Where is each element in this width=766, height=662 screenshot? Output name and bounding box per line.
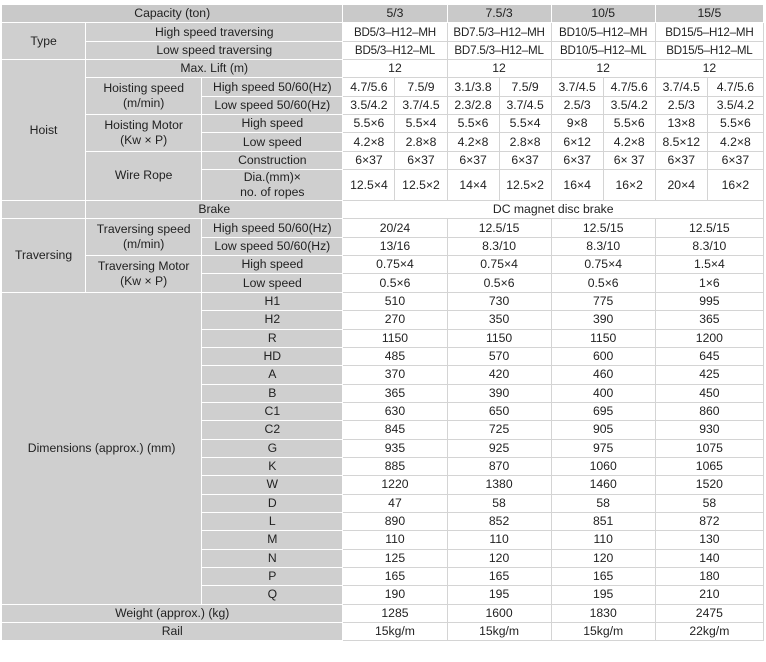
hoisting-speed-low-value: 3.7/4.5	[395, 96, 447, 114]
hoisting-speed-high-label: High speed 50/60(Hz)	[202, 78, 343, 96]
weight-row	[2, 604, 764, 622]
hoisting-motor-high-value: 9×8	[551, 115, 603, 133]
dia-value: 12.5×4	[343, 170, 395, 201]
traversing-motor-low-value: 0.5×6	[343, 274, 447, 292]
dimension-name: N	[202, 549, 343, 567]
dia-label	[202, 170, 343, 201]
rail-value: 15kg/m	[447, 623, 551, 641]
traversing-motor-high-value: 0.75×4	[447, 256, 551, 274]
hoisting-motor-high-label: High speed	[202, 115, 343, 133]
hoisting-motor-high-value: 5.5×6	[603, 115, 655, 133]
dimension-value: 872	[655, 512, 763, 530]
dimension-name: G	[202, 439, 343, 457]
type-high-value: BD7.5/3–H12–MH	[447, 23, 551, 41]
dimension-value: 47	[343, 494, 447, 512]
type-label: Type	[2, 23, 86, 60]
dimension-value: 1150	[343, 329, 447, 347]
hoisting-motor-high-value: 5.5×6	[707, 115, 763, 133]
dia-value: 12.5×2	[395, 170, 447, 201]
traversing-speed-high-value: 20/24	[343, 219, 447, 237]
dimension-value: 935	[343, 439, 447, 457]
dimension-name: C2	[202, 421, 343, 439]
dimension-value: 925	[447, 439, 551, 457]
construction-value: 6×37	[551, 151, 603, 169]
dimension-value: 1220	[343, 476, 447, 494]
hoisting-motor-low-value: 4.2×8	[603, 133, 655, 151]
construction-value: 6×37	[655, 151, 707, 169]
max-lift-value: 12	[447, 60, 551, 78]
hoisting-speed-low-value: 3.5/4.2	[603, 96, 655, 114]
dimension-name: HD	[202, 347, 343, 365]
hoisting-motor-low-value: 4.2×8	[343, 133, 395, 151]
dimension-name: D	[202, 494, 343, 512]
dimension-value: 58	[551, 494, 655, 512]
construction-value: 6×37	[499, 151, 551, 169]
dimension-value: 650	[447, 402, 551, 420]
capacity-value: 7.5/3	[447, 5, 551, 23]
traversing-speed-label	[86, 219, 202, 256]
dimension-value: 370	[343, 366, 447, 384]
construction-label: Construction	[202, 151, 343, 169]
construction-value: 6×37	[447, 151, 499, 169]
hoisting-speed-low-value: 2.5/3	[655, 96, 707, 114]
hoisting-speed-low-value: 2.5/3	[551, 96, 603, 114]
dimension-value: 165	[551, 567, 655, 585]
dia-value: 16×2	[603, 170, 655, 201]
hoisting-motor-high-value: 13×8	[655, 115, 707, 133]
max-lift-row	[2, 60, 764, 78]
capacity-value: 15/5	[655, 5, 763, 23]
dimension-value: 120	[447, 549, 551, 567]
hoisting-speed-low-label: Low speed 50/60(Hz)	[202, 96, 343, 114]
dimensions-section	[2, 292, 764, 604]
dimension-row	[2, 292, 764, 310]
dimension-value: 190	[343, 586, 447, 604]
hoisting-motor-low-value: 8.5×12	[655, 133, 707, 151]
dimension-value: 852	[447, 512, 551, 530]
dimension-value: 600	[551, 347, 655, 365]
dimension-value: 365	[655, 311, 763, 329]
wire-rope-label: Wire Rope	[86, 151, 202, 200]
hoisting-speed-high-value: 7.5/9	[499, 78, 551, 96]
dimension-value: 420	[447, 366, 551, 384]
hoisting-motor-low-value: 2.8×8	[395, 133, 447, 151]
dimensions-label: Dimensions (approx.) (mm)	[2, 292, 202, 604]
dimension-value: 58	[655, 494, 763, 512]
dimension-name: P	[202, 567, 343, 585]
dimension-value: 210	[655, 586, 763, 604]
hoisting-speed-high-value: 4.7/5.6	[603, 78, 655, 96]
crane-spec-table	[1, 4, 764, 641]
max-lift-value: 12	[343, 60, 447, 78]
dimension-value: 110	[447, 531, 551, 549]
dimension-value: 1075	[655, 439, 763, 457]
dimension-value: 645	[655, 347, 763, 365]
traversing-motor-low-value: 1×6	[655, 274, 763, 292]
dimension-value: 510	[343, 292, 447, 310]
hoisting-motor-high-value: 5.5×4	[395, 115, 447, 133]
dia-value: 16×4	[551, 170, 603, 201]
capacity-header-row	[2, 5, 764, 23]
rail-value: 15kg/m	[343, 623, 447, 641]
traversing-speed-high-value: 12.5/15	[551, 219, 655, 237]
dimension-value: 270	[343, 311, 447, 329]
construction-value: 6× 37	[603, 151, 655, 169]
dimension-name: A	[202, 366, 343, 384]
dia-label-line1: Dia.(mm)×	[243, 170, 301, 185]
dia-label-line2: no. of ropes	[240, 185, 305, 200]
construction-value: 6×37	[343, 151, 395, 169]
traversing-motor-label	[86, 256, 202, 293]
traversing-motor-label-line1: Traversing Motor	[97, 258, 190, 273]
dimension-value: 885	[343, 457, 447, 475]
dimension-value: 851	[551, 512, 655, 530]
hoisting-speed-high-value: 3.7/4.5	[551, 78, 603, 96]
dimension-value: 390	[447, 384, 551, 402]
dimension-value: 1380	[447, 476, 551, 494]
dimension-value: 905	[551, 421, 655, 439]
hoisting-speed-low-value: 3.7/4.5	[499, 96, 551, 114]
max-lift-value: 12	[551, 60, 655, 78]
dimension-name: H2	[202, 311, 343, 329]
traversing-label: Traversing	[2, 219, 86, 292]
dimension-name: C1	[202, 402, 343, 420]
hoisting-motor-high-value: 5.5×6	[447, 115, 499, 133]
rail-value: 22kg/m	[655, 623, 763, 641]
dimension-value: 1520	[655, 476, 763, 494]
construction-value: 6×37	[707, 151, 763, 169]
dia-value: 20×4	[655, 170, 707, 201]
dimension-value: 845	[343, 421, 447, 439]
footer-section	[2, 604, 764, 641]
dimension-value: 995	[655, 292, 763, 310]
type-high-value: BD10/5–H12–MH	[551, 23, 655, 41]
traversing-motor-high-value: 0.75×4	[343, 256, 447, 274]
dia-value: 12.5×2	[499, 170, 551, 201]
rail-label: Rail	[2, 623, 343, 641]
hoisting-motor-high-value: 5.5×6	[343, 115, 395, 133]
traversing-motor-high-value: 1.5×4	[655, 256, 763, 274]
dimension-name: W	[202, 476, 343, 494]
dimension-value: 195	[447, 586, 551, 604]
dimension-name: H1	[202, 292, 343, 310]
traversing-speed-high-value: 12.5/15	[447, 219, 551, 237]
hoisting-speed-high-value: 3.7/4.5	[655, 78, 707, 96]
max-lift-label: Max. Lift (m)	[86, 60, 343, 78]
wire-rope-construction-row	[2, 151, 764, 169]
dimension-value: 890	[343, 512, 447, 530]
traversing-speed-low-value: 8.3/10	[551, 237, 655, 255]
hoisting-speed-high-value: 3.1/3.8	[447, 78, 499, 96]
dimension-name: R	[202, 329, 343, 347]
hoisting-speed-label	[86, 78, 202, 115]
dimension-value: 350	[447, 311, 551, 329]
dimension-value: 460	[551, 366, 655, 384]
dimension-value: 450	[655, 384, 763, 402]
rail-row	[2, 623, 764, 641]
dimension-value: 485	[343, 347, 447, 365]
dimension-value: 165	[447, 567, 551, 585]
hoisting-motor-low-value: 4.2×8	[447, 133, 499, 151]
hoisting-speed-low-value: 2.3/2.8	[447, 96, 499, 114]
hoisting-motor-high-value: 5.5×4	[499, 115, 551, 133]
dimension-value: 110	[343, 531, 447, 549]
type-low-value: BD7.5/3–H12–ML	[447, 41, 551, 59]
dimension-value: 1065	[655, 457, 763, 475]
hoisting-speed-high-value: 7.5/9	[395, 78, 447, 96]
weight-value: 2475	[655, 604, 763, 622]
hoisting-speed-high-row	[2, 78, 764, 96]
hoisting-speed-label-line2: (m/min)	[123, 96, 165, 111]
hoisting-motor-low-value: 6×12	[551, 133, 603, 151]
dimension-value: 775	[551, 292, 655, 310]
construction-value: 6×37	[395, 151, 447, 169]
traversing-motor-low-label: Low speed	[202, 274, 343, 292]
weight-value: 1285	[343, 604, 447, 622]
weight-value: 1600	[447, 604, 551, 622]
hoist-label: Hoist	[2, 60, 86, 201]
hoisting-speed-high-value: 4.7/5.6	[707, 78, 763, 96]
hoisting-speed-low-value: 3.5/4.2	[707, 96, 763, 114]
traversing-speed-label-line1: Traversing speed	[96, 222, 191, 237]
dimension-value: 58	[447, 494, 551, 512]
dimension-value: 425	[655, 366, 763, 384]
dimension-value: 725	[447, 421, 551, 439]
brake-blank	[2, 201, 86, 219]
rail-value: 15kg/m	[551, 623, 655, 641]
dimension-value: 695	[551, 402, 655, 420]
traversing-motor-low-value: 0.5×6	[447, 274, 551, 292]
dimension-value: 1060	[551, 457, 655, 475]
dimension-value: 730	[447, 292, 551, 310]
dimension-value: 1460	[551, 476, 655, 494]
weight-value: 1830	[551, 604, 655, 622]
traversing-speed-label-line2: (m/min)	[123, 237, 165, 252]
type-low-row	[2, 41, 764, 59]
dimension-value: 195	[551, 586, 655, 604]
dimension-value: 140	[655, 549, 763, 567]
dimension-value: 930	[655, 421, 763, 439]
hoisting-motor-low-label: Low speed	[202, 133, 343, 151]
dimension-value: 125	[343, 549, 447, 567]
traversing-speed-low-value: 8.3/10	[447, 237, 551, 255]
capacity-value: 10/5	[551, 5, 655, 23]
type-low-value: BD5/3–H12–ML	[343, 41, 447, 59]
dimension-value: 1150	[551, 329, 655, 347]
type-high-value: BD15/5–H12–MH	[655, 23, 763, 41]
dimension-value: 120	[551, 549, 655, 567]
traversing-speed-low-label: Low speed 50/60(Hz)	[202, 237, 343, 255]
hoisting-motor-label-line1: Hoisting Motor	[104, 117, 183, 132]
traversing-speed-high-row	[2, 219, 764, 237]
traversing-motor-high-row	[2, 256, 764, 274]
capacity-label: Capacity (ton)	[2, 5, 343, 23]
dimension-value: 1150	[447, 329, 551, 347]
dimension-value: 1200	[655, 329, 763, 347]
dimension-value: 975	[551, 439, 655, 457]
weight-label: Weight (approx.) (kg)	[2, 604, 343, 622]
dia-value: 16×2	[707, 170, 763, 201]
dimension-value: 165	[343, 567, 447, 585]
dimension-value: 110	[551, 531, 655, 549]
dimension-name: L	[202, 512, 343, 530]
brake-label: Brake	[86, 201, 343, 219]
dimension-name: B	[202, 384, 343, 402]
traversing-motor-low-value: 0.5×6	[551, 274, 655, 292]
traversing-motor-label-line2: (Kw × P)	[120, 273, 168, 288]
traversing-motor-high-value: 0.75×4	[551, 256, 655, 274]
hoisting-motor-low-value: 4.2×8	[707, 133, 763, 151]
type-low-value: BD15/5–H12–ML	[655, 41, 763, 59]
dimension-value: 365	[343, 384, 447, 402]
max-lift-value: 12	[655, 60, 763, 78]
dimension-name: Q	[202, 586, 343, 604]
dimension-value: 570	[447, 347, 551, 365]
type-low-value: BD10/5–H12–ML	[551, 41, 655, 59]
traversing-speed-high-value: 12.5/15	[655, 219, 763, 237]
hoisting-motor-low-value: 2.8×8	[499, 133, 551, 151]
hoisting-speed-high-value: 4.7/5.6	[343, 78, 395, 96]
dimension-value: 400	[551, 384, 655, 402]
dimension-value: 630	[343, 402, 447, 420]
traversing-speed-high-label: High speed 50/60(Hz)	[202, 219, 343, 237]
hoisting-motor-label	[86, 115, 202, 152]
dimension-value: 390	[551, 311, 655, 329]
hoisting-motor-high-row	[2, 115, 764, 133]
dimension-value: 130	[655, 531, 763, 549]
brake-row	[2, 201, 764, 219]
dimension-value: 180	[655, 567, 763, 585]
dimension-name: M	[202, 531, 343, 549]
hoisting-motor-label-line2: (Kw × P)	[120, 132, 168, 147]
type-high-label: High speed traversing	[86, 23, 343, 41]
type-high-value: BD5/3–H12–MH	[343, 23, 447, 41]
dimension-name: K	[202, 457, 343, 475]
dimension-value: 870	[447, 457, 551, 475]
dia-value: 14×4	[447, 170, 499, 201]
dimension-value: 860	[655, 402, 763, 420]
capacity-value: 5/3	[343, 5, 447, 23]
traversing-motor-high-label: High speed	[202, 256, 343, 274]
traversing-speed-low-value: 8.3/10	[655, 237, 763, 255]
type-high-row	[2, 23, 764, 41]
hoisting-speed-low-value: 3.5/4.2	[343, 96, 395, 114]
traversing-speed-low-value: 13/16	[343, 237, 447, 255]
hoisting-speed-label-line1: Hoisting speed	[103, 81, 184, 96]
brake-value: DC magnet disc brake	[343, 201, 764, 219]
type-low-label: Low speed traversing	[86, 41, 343, 59]
